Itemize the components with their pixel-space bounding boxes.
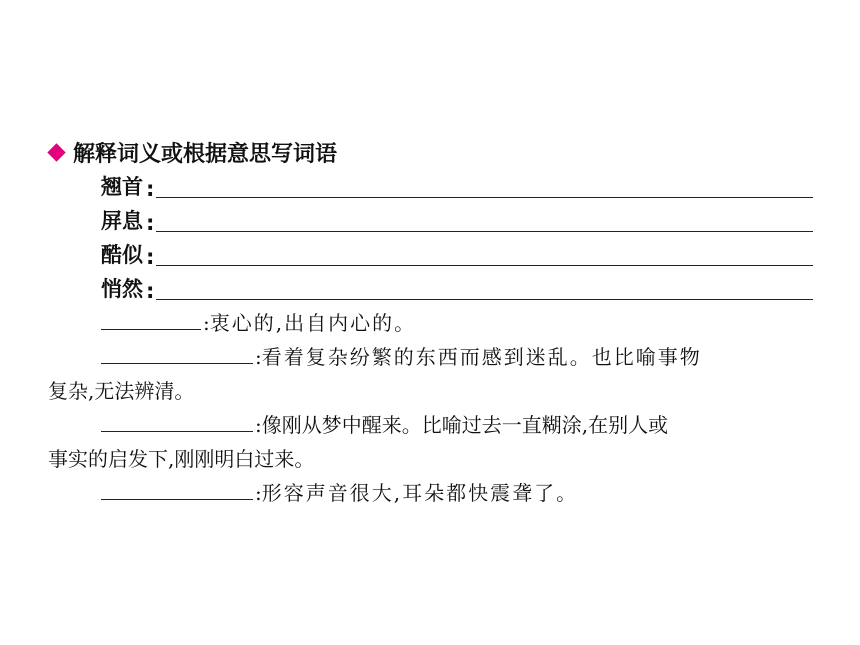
term-colon: :	[146, 245, 155, 269]
answer-blank[interactable]	[101, 309, 201, 330]
definition-item	[48, 306, 814, 340]
term-colon: :	[146, 279, 155, 303]
diamond-bullet-icon	[47, 143, 65, 161]
definition-text: 看着复杂纷繁的东西而感到迷乱。也比喻事物	[261, 345, 702, 369]
definition-text-continued: 事实的启发下,刚刚明白过来。	[48, 447, 315, 471]
term-colon: :	[146, 177, 155, 201]
definition-colon: :	[255, 413, 262, 437]
definition-colon: :	[203, 311, 210, 335]
definition-text: 形容声音很大,耳朵都快震聋了。	[261, 481, 579, 505]
answer-blank[interactable]	[101, 343, 253, 364]
term-row	[101, 205, 813, 235]
answer-line[interactable]	[156, 197, 813, 198]
answer-blank[interactable]	[101, 411, 253, 432]
term-row	[101, 239, 813, 269]
definition-item	[48, 340, 814, 408]
section-title: 解释词义或根据意思写词语	[73, 141, 338, 167]
definition-text: 衷心的,出自内心的。	[209, 311, 417, 335]
term-label: 悄然	[101, 277, 143, 301]
term-label: 酷似	[101, 243, 143, 267]
term-row	[101, 273, 813, 303]
definition-text: 像刚从梦中醒来。比喻过去一直糊涂,在别人或	[261, 413, 669, 437]
answer-line[interactable]	[156, 265, 813, 266]
answer-line[interactable]	[156, 299, 813, 300]
term-label: 屏息	[101, 209, 143, 233]
definition-item	[48, 476, 814, 510]
definition-colon: :	[255, 345, 262, 369]
definition-item	[48, 408, 814, 476]
definition-colon: :	[255, 481, 262, 505]
term-row	[101, 171, 813, 201]
term-colon: :	[146, 211, 155, 235]
term-label: 翘首	[101, 175, 143, 199]
answer-line[interactable]	[156, 231, 813, 232]
answer-blank[interactable]	[101, 479, 253, 500]
definition-text-continued: 复杂,无法辨清。	[48, 379, 195, 403]
section-heading	[46, 136, 337, 168]
